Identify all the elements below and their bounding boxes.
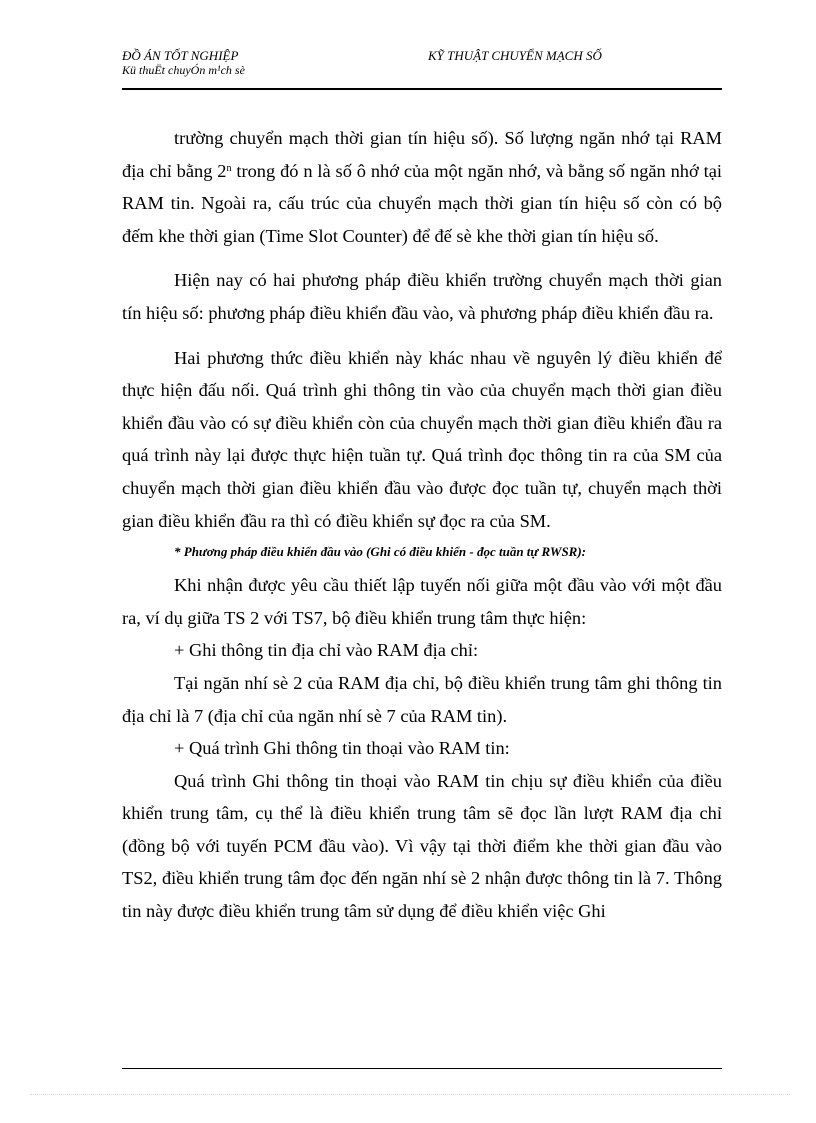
paragraph-2: Hiện nay có hai phương pháp điều khiển trường chuyển mạch thời gian tín hiệu số: phương pháp điều khiển đầu vào, và phương pháp điều khiển đầu ra. bbox=[122, 270, 722, 323]
paragraph-5: + Ghi thông tin địa chỉ vào RAM địa chỉ: bbox=[174, 640, 479, 661]
header-project-title: ĐỒ ÁN TỐT NGHIỆP bbox=[122, 48, 239, 63]
paragraph-1-text-b: trong đó n là số ô nhớ của một ngăn nhớ, và bằng số ngăn nhớ tại RAM tin. Ngoài ra, cấu trúc của chuyển mạch thời gian tín hiệu số còn có bộ đếm khe thời gian (Time Slot Counter) để đế sè khe thời gian tín hiệu số. bbox=[122, 160, 722, 246]
header-subtitle: Kü thuËt chuyÓn m¹ch sè bbox=[122, 63, 245, 77]
page-edge-dots bbox=[30, 1094, 790, 1095]
document-body bbox=[122, 122, 722, 928]
paragraph-4: Khi nhận được yêu cầu thiết lập tuyến nối giữa một đầu vào với một đầu ra, ví dụ giữa TS 2 với TS7, bộ điều khiển trung tâm thực hiện: bbox=[122, 575, 722, 628]
header-topic-title: KỸ THUẬT CHUYỂN MẠCH SỐ bbox=[428, 48, 602, 63]
paragraph-1 bbox=[122, 122, 722, 252]
paragraph-8: Quá trình Ghi thông tin thoại vào RAM tin chịu sự điều khiển của điều khiển trung tâm, cụ thể là điều khiển trung tâm sẽ đọc lần lượt RAM địa chỉ (đồng bộ với tuyến PCM đầu vào). Vì vậy tại thời điểm khe thời gian đầu vào TS2, điều khiển trung tâm đọc đến ngăn nhí sè 2 nhận được thông tin là 7. Thông tin này được điều khiển trung tâm sử dụng để điều khiển việc Ghi bbox=[122, 770, 722, 922]
section-subheading: * Phương pháp điều khiển đầu vào (Ghi có điều khiển - đọc tuần tự RWSR): bbox=[174, 544, 587, 560]
paragraph-7: + Quá trình Ghi thông tin thoại vào RAM tin: bbox=[174, 738, 510, 759]
exponent: n bbox=[226, 162, 232, 174]
header-rule bbox=[122, 88, 722, 90]
paragraph-1-text-a: trường chuyển mạch thời gian tín hiệu số). Số lượng ngăn nhớ tại RAM địa chỉ bằng 2 bbox=[122, 128, 722, 181]
page-header bbox=[122, 48, 722, 88]
footer-rule bbox=[122, 1068, 722, 1069]
paragraph-6: Tại ngăn nhí sè 2 của RAM địa chỉ, bộ điều khiển trung tâm ghi thông tin địa chỉ là 7 (địa chỉ của ngăn nhí sè 7 của RAM tin). bbox=[122, 672, 722, 726]
paragraph-3: Hai phương thức điều khiển này khác nhau về nguyên lý điều khiển để thực hiện đấu nối. Quá trình ghi thông tin vào của chuyển mạch thời gian điều khiển đầu vào có sự điều khiển còn của chuyển mạch thời gian điều khiển đầu ra quá trình này lại được thực hiện tuần tự. Quá trình đọc thông tin ra của SM của chuyển mạch thời gian điều khiển đầu vào được đọc tuần tự, chuyển mạch thời gian điều khiển đầu ra thì có điều khiển sự đọc ra của SM. bbox=[122, 347, 722, 531]
